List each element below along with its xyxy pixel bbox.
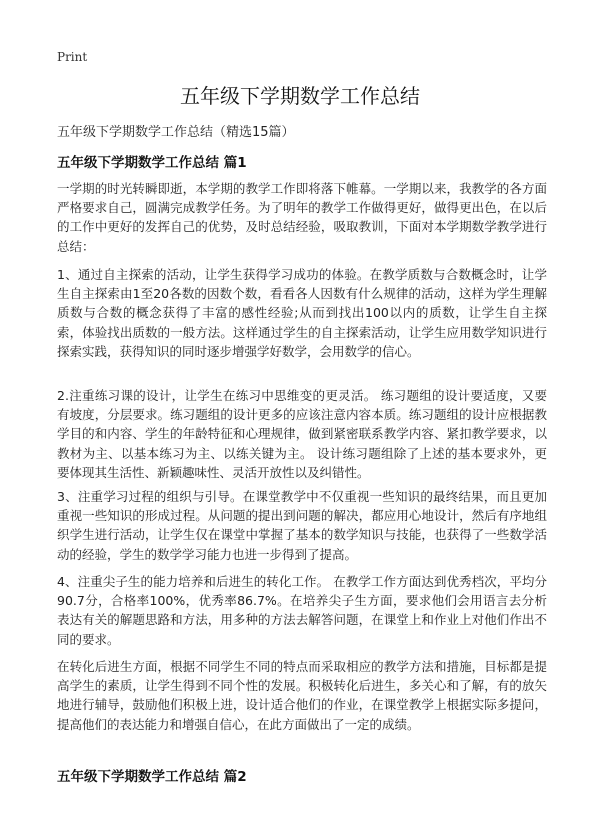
section-heading-1: 五年级下学期数学工作总结 篇1 bbox=[57, 155, 247, 171]
paragraph-2: 2.注重练习课的设计，让学生在练习中思维变的更灵活。 练习题组的设计要适度，又要有坡度，分层要求。练习题组的设计更多的应该注意内容本质。练习题组的设计应根据教学目的和内容、学生的年龄特征和心理规律，做到紧密联系教学内容、紧扣教学要求，以教材为主、以基本练习为主、以练关键为主。 设计练习题组除了上述的基本要求外，更要体现其生活性、新颖趣味性、灵活开放性以及纠错性。 bbox=[57, 388, 547, 480]
document-subtitle: 五年级下学期数学工作总结（精选15篇） bbox=[57, 125, 295, 140]
page-title: 五年级下学期数学工作总结 bbox=[180, 84, 420, 108]
section-heading-2: 五年级下学期数学工作总结 篇2 bbox=[57, 769, 247, 785]
paragraph-1: 1、通过自主探索的活动，让学生获得学习成功的体验。在教学质数与合数概念时，让学生自主探索由1至20各数的因数个数，看看各人因数有什么规律的活动，这样为学生理解质数与合数的概念获得了丰富的感性经验;从而到找出100以内的质数，让学生自主探索，体验找出质数的一般方法。这样通过学生的自主探索活动，让学生应用数学知识进行探索实践，获得知识的同时逐步增强学好数学，会用数学的信心。 bbox=[57, 267, 547, 359]
print-link[interactable]: Print bbox=[57, 50, 88, 64]
paragraph-intro: 一学期的时光转瞬即逝，本学期的教学工作即将落下帷幕。一学期以来，我教学的各方面严格要求自己，圆满完成教学任务。为了明年的教学工作做得更好，做得更出色，在以后的工作中更好的发挥自己的优势，及时总结经验，吸取教训，下面对本学期数学教学进行总结： bbox=[57, 181, 547, 254]
paragraph-4: 4、注重尖子生的能力培养和后进生的转化工作。 在教学工作方面达到优秀档次，平均分90.7分，合格率100%，优秀率86.7%。在培养尖子生方面，要求他们会用语言去分析表达有关的解题思路和方法，用多种的方法去解答问题，在课堂上和作业上对他们作出不同的要求。 bbox=[57, 574, 547, 647]
paragraph-5: 在转化后进生方面，根据不同学生不同的特点而采取相应的教学方法和措施，目标都是提高学生的素质，让学生得到不同个性的发展。积极转化后进生，多关心和了解，有的放矢地进行辅导，鼓励他们积极上进，设计适合他们的作业，在课堂教学上根据实际多提问，提高他们的表达能力和增强自信心，在此方面做出了一定的成绩。 bbox=[57, 659, 547, 732]
paragraph-3: 3、注重学习过程的组织与引导。在课堂教学中不仅重视一些知识的最终结果，而且更加重视一些知识的形成过程。从问题的提出到问题的解决，都应用心地设计，然后有序地组织学生进行活动，让学生仅在课堂中掌握了基本的数学知识与技能，也获得了一些数学活动的经验，学生的数学学习能力也进一步得到了提高。 bbox=[57, 489, 547, 562]
